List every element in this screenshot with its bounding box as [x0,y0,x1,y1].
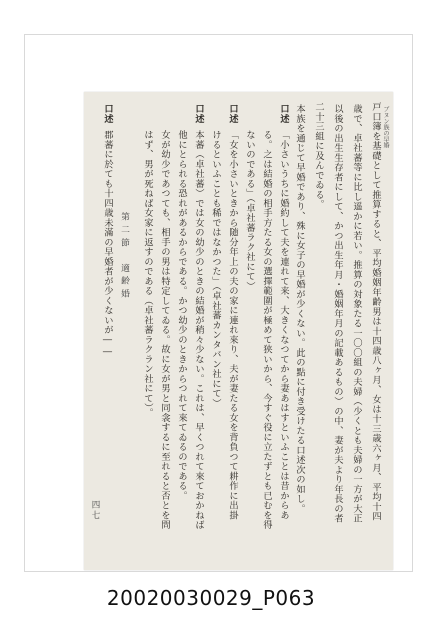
caption-bar [0,586,422,626]
running-header: 第二節 適齢婚 [119,212,129,302]
quote-marker: 口述 [278,104,289,124]
text-column: 他にとられる恐れがあるからである。かつ幼少のときからつれて來てゐるのである。 [176,130,187,501]
text-column: 本蕃（卓社蕃）では女の幼少のときの結婚が稍々少ない。これは、早くつれて來ておかねば [193,130,204,530]
image-title: 20020030029_P063 [106,586,316,610]
quote-marker: 口述 [227,104,238,124]
scanned-book-page [84,92,393,570]
text-column: 女が幼少であつても、相手の男は特定してゐる。故に女が男と同衾するに至れると否とを問 [159,130,170,530]
text-column: 歳で、卓社蕃等に比し遥かに若い。推算の対象たる一〇〇組の夫婦（少くとも夫婦の一方が大正 [351,104,362,524]
page-text-area [84,92,393,570]
text-column: 以後の出生生存者にして、かつ出生年月・婚姻年月の記載あるもの）の中、妻が夫より年長の者 [332,104,343,524]
page-number: 四七 [90,500,100,521]
quote-marker: 口述 [193,104,204,124]
text-column: けるといふことも稀ではなかつた」（卓社蕃カンタバン社にて） [210,130,221,409]
text-column: 「小さいうちに婚約して夫を連れて来、大きくなつてから妻あはすといふことは昔からあ [278,130,289,520]
text-column: ないのである」（卓社蕃ラク社にて） [244,130,255,292]
text-column: 二十三組に及んでゐる。 [313,102,324,210]
text-column: はず、男が死ねば女家に返すのである（卓社蕃ラクラン社にて）。 [142,130,153,418]
margin-note: ブヌン族の早婚 [382,106,389,148]
text-column: 戸口簿を基礎として推算すると、平均婚姻年齢男は十四歳八ヶ月、女は十三歳六ヶ月、平均十四 [370,102,381,522]
text-column: る。之は結婚の相手方たる女の選擇範圍が極めて狭いから、今すぐ役に立たずとも已むを得 [261,130,272,530]
quote-marker: 口述 [102,104,113,124]
text-column: 「女を小さいときから随分年上の夫の家に連れ來り、夫が妻たる女を背負つて耕作に出掛 [227,130,238,520]
text-column: 郡蕃に於ても十四歳未滿の早婚者が少くないが―― [102,130,113,358]
text-column: 本族を通じて早婚であり、殊に女子の早婚が少くない。此の點に付き受けたる口述次の如し。 [294,104,305,514]
document-card [24,34,413,572]
